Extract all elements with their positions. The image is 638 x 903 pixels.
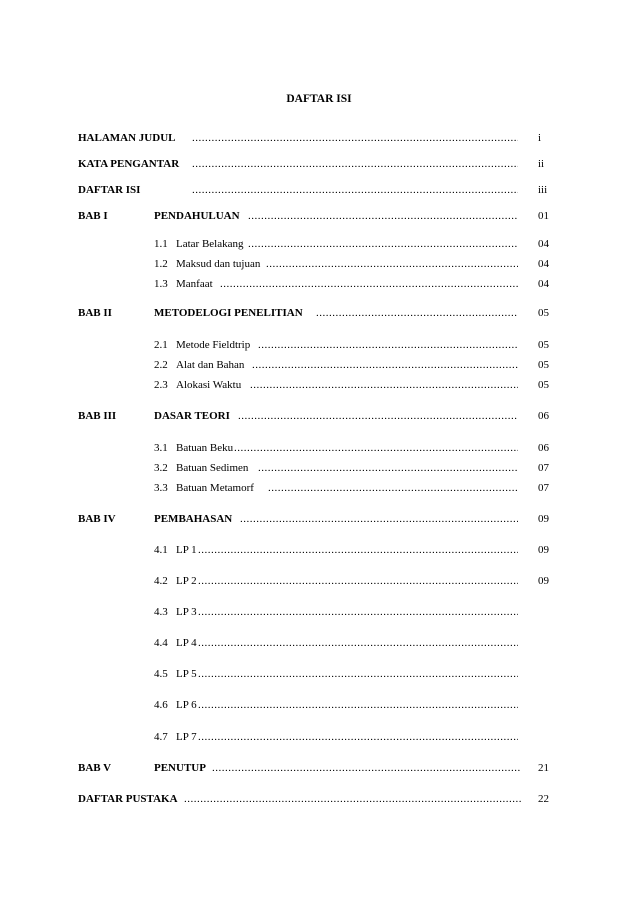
toc-entry[interactable]	[78, 511, 558, 527]
leader-dots	[316, 305, 518, 321]
toc-page: 07	[538, 482, 549, 494]
leader-dots	[248, 236, 518, 252]
toc-page: 04	[538, 238, 549, 250]
leader-dots	[220, 276, 518, 292]
toc-title: Alokasi Waktu	[176, 379, 242, 391]
toc-entry[interactable]	[78, 573, 558, 589]
leader-dots	[198, 542, 518, 558]
toc-entry[interactable]	[78, 729, 558, 745]
leader-dots	[198, 635, 518, 651]
leader-dots	[258, 460, 518, 476]
toc-number: 4.2	[154, 575, 168, 587]
toc-entry[interactable]	[78, 130, 558, 146]
toc-page: 09	[538, 575, 549, 587]
leader-dots	[192, 156, 518, 172]
toc-entry[interactable]	[78, 542, 558, 558]
leader-dots	[192, 182, 518, 198]
toc-title: Batuan Metamorf	[176, 482, 254, 494]
toc-entry[interactable]	[78, 760, 558, 776]
toc-entry[interactable]	[78, 236, 558, 252]
leader-dots	[198, 604, 518, 620]
toc-entry[interactable]	[78, 305, 558, 321]
toc-title: Maksud dan tujuan	[176, 258, 261, 270]
toc-label: KATA PENGANTAR	[78, 158, 180, 170]
toc-number: 3.1	[154, 442, 168, 454]
leader-dots	[192, 130, 518, 146]
toc-entry[interactable]	[78, 182, 558, 198]
toc-entry[interactable]	[78, 408, 558, 424]
toc-title: LP 2	[176, 575, 197, 587]
toc-title: LP 6	[176, 699, 197, 711]
toc-number: 4.3	[154, 606, 168, 618]
toc-page: ii	[538, 158, 545, 170]
toc-title: Latar Belakang	[176, 238, 244, 250]
toc-page: 05	[538, 359, 549, 371]
toc-page: i	[538, 132, 542, 144]
leader-dots	[184, 791, 522, 807]
toc-title: LP 5	[176, 668, 197, 680]
toc-label: BAB IV	[78, 513, 116, 525]
toc-title: PENUTUP	[154, 762, 206, 774]
toc-title: Manfaat	[176, 278, 213, 290]
leader-dots	[258, 337, 518, 353]
toc-number: 1.1	[154, 238, 168, 250]
leader-dots	[252, 357, 518, 373]
toc-entry[interactable]	[78, 635, 558, 651]
toc-entry[interactable]	[78, 357, 558, 373]
toc-label: DAFTAR PUSTAKA	[78, 793, 178, 805]
toc-number: 1.2	[154, 258, 168, 270]
leader-dots	[198, 573, 518, 589]
leader-dots	[198, 697, 518, 713]
toc-number: 4.5	[154, 668, 168, 680]
toc-label: BAB III	[78, 410, 117, 422]
leader-dots	[212, 760, 520, 776]
toc-page: 05	[538, 307, 549, 319]
leader-dots	[234, 440, 518, 456]
toc-entry[interactable]	[78, 208, 558, 224]
toc-title: Batuan Beku	[176, 442, 234, 454]
toc-entry[interactable]	[78, 460, 558, 476]
toc-entry[interactable]	[78, 377, 558, 393]
toc-number: 2.3	[154, 379, 168, 391]
toc-number: 2.2	[154, 359, 168, 371]
toc-title: LP 4	[176, 637, 197, 649]
leader-dots	[248, 208, 518, 224]
toc-number: 4.6	[154, 699, 168, 711]
toc-page: 21	[538, 762, 549, 774]
toc-entry[interactable]	[78, 480, 558, 496]
toc-label: DAFTAR ISI	[78, 184, 141, 196]
toc-entry[interactable]	[78, 666, 558, 682]
leader-dots	[240, 511, 518, 527]
leader-dots	[250, 377, 518, 393]
toc-title: Metode Fieldtrip	[176, 339, 251, 351]
toc-title: METODELOGI PENELITIAN	[154, 307, 303, 319]
toc-entry[interactable]	[78, 604, 558, 620]
page-title: DAFTAR ISI	[286, 93, 352, 105]
leader-dots	[238, 408, 518, 424]
toc-entry[interactable]	[78, 276, 558, 292]
toc-page: 09	[538, 513, 549, 525]
toc-title: PENDAHULUAN	[154, 210, 240, 222]
toc-number: 4.7	[154, 731, 168, 743]
toc-page: 05	[538, 379, 549, 391]
toc-entry[interactable]	[78, 337, 558, 353]
toc-number: 2.1	[154, 339, 168, 351]
leader-dots	[268, 480, 518, 496]
toc-page: 22	[538, 793, 549, 805]
toc-number: 3.3	[154, 482, 168, 494]
toc-number: 4.4	[154, 637, 168, 649]
leader-dots	[266, 256, 518, 272]
toc-page: 06	[538, 442, 549, 454]
toc-label: HALAMAN JUDUL	[78, 132, 176, 144]
toc-number: 1.3	[154, 278, 168, 290]
toc-entry[interactable]	[78, 156, 558, 172]
toc-page: 09	[538, 544, 549, 556]
toc-title: PEMBAHASAN	[154, 513, 233, 525]
toc-number: 4.1	[154, 544, 168, 556]
leader-dots	[198, 729, 518, 745]
toc-title: Alat dan Bahan	[176, 359, 245, 371]
toc-entry[interactable]	[78, 256, 558, 272]
toc-entry[interactable]	[78, 440, 558, 456]
toc-entry[interactable]	[78, 697, 558, 713]
toc-title: Batuan Sedimen	[176, 462, 249, 474]
toc-label: BAB II	[78, 307, 112, 319]
toc-title: LP 3	[176, 606, 197, 618]
toc-label: BAB I	[78, 210, 108, 222]
toc-page: 05	[538, 339, 549, 351]
leader-dots	[198, 666, 518, 682]
toc-number: 3.2	[154, 462, 168, 474]
toc-page: 01	[538, 210, 549, 222]
toc-page: 06	[538, 410, 549, 422]
toc-title: DASAR TEORI	[154, 410, 230, 422]
toc-title: LP 1	[176, 544, 197, 556]
toc-page: 07	[538, 462, 549, 474]
toc-title: LP 7	[176, 731, 197, 743]
toc-label: BAB V	[78, 762, 112, 774]
toc-page: 04	[538, 258, 549, 270]
toc-entry[interactable]	[78, 791, 558, 807]
toc-page: 04	[538, 278, 549, 290]
toc-page: iii	[538, 184, 548, 196]
